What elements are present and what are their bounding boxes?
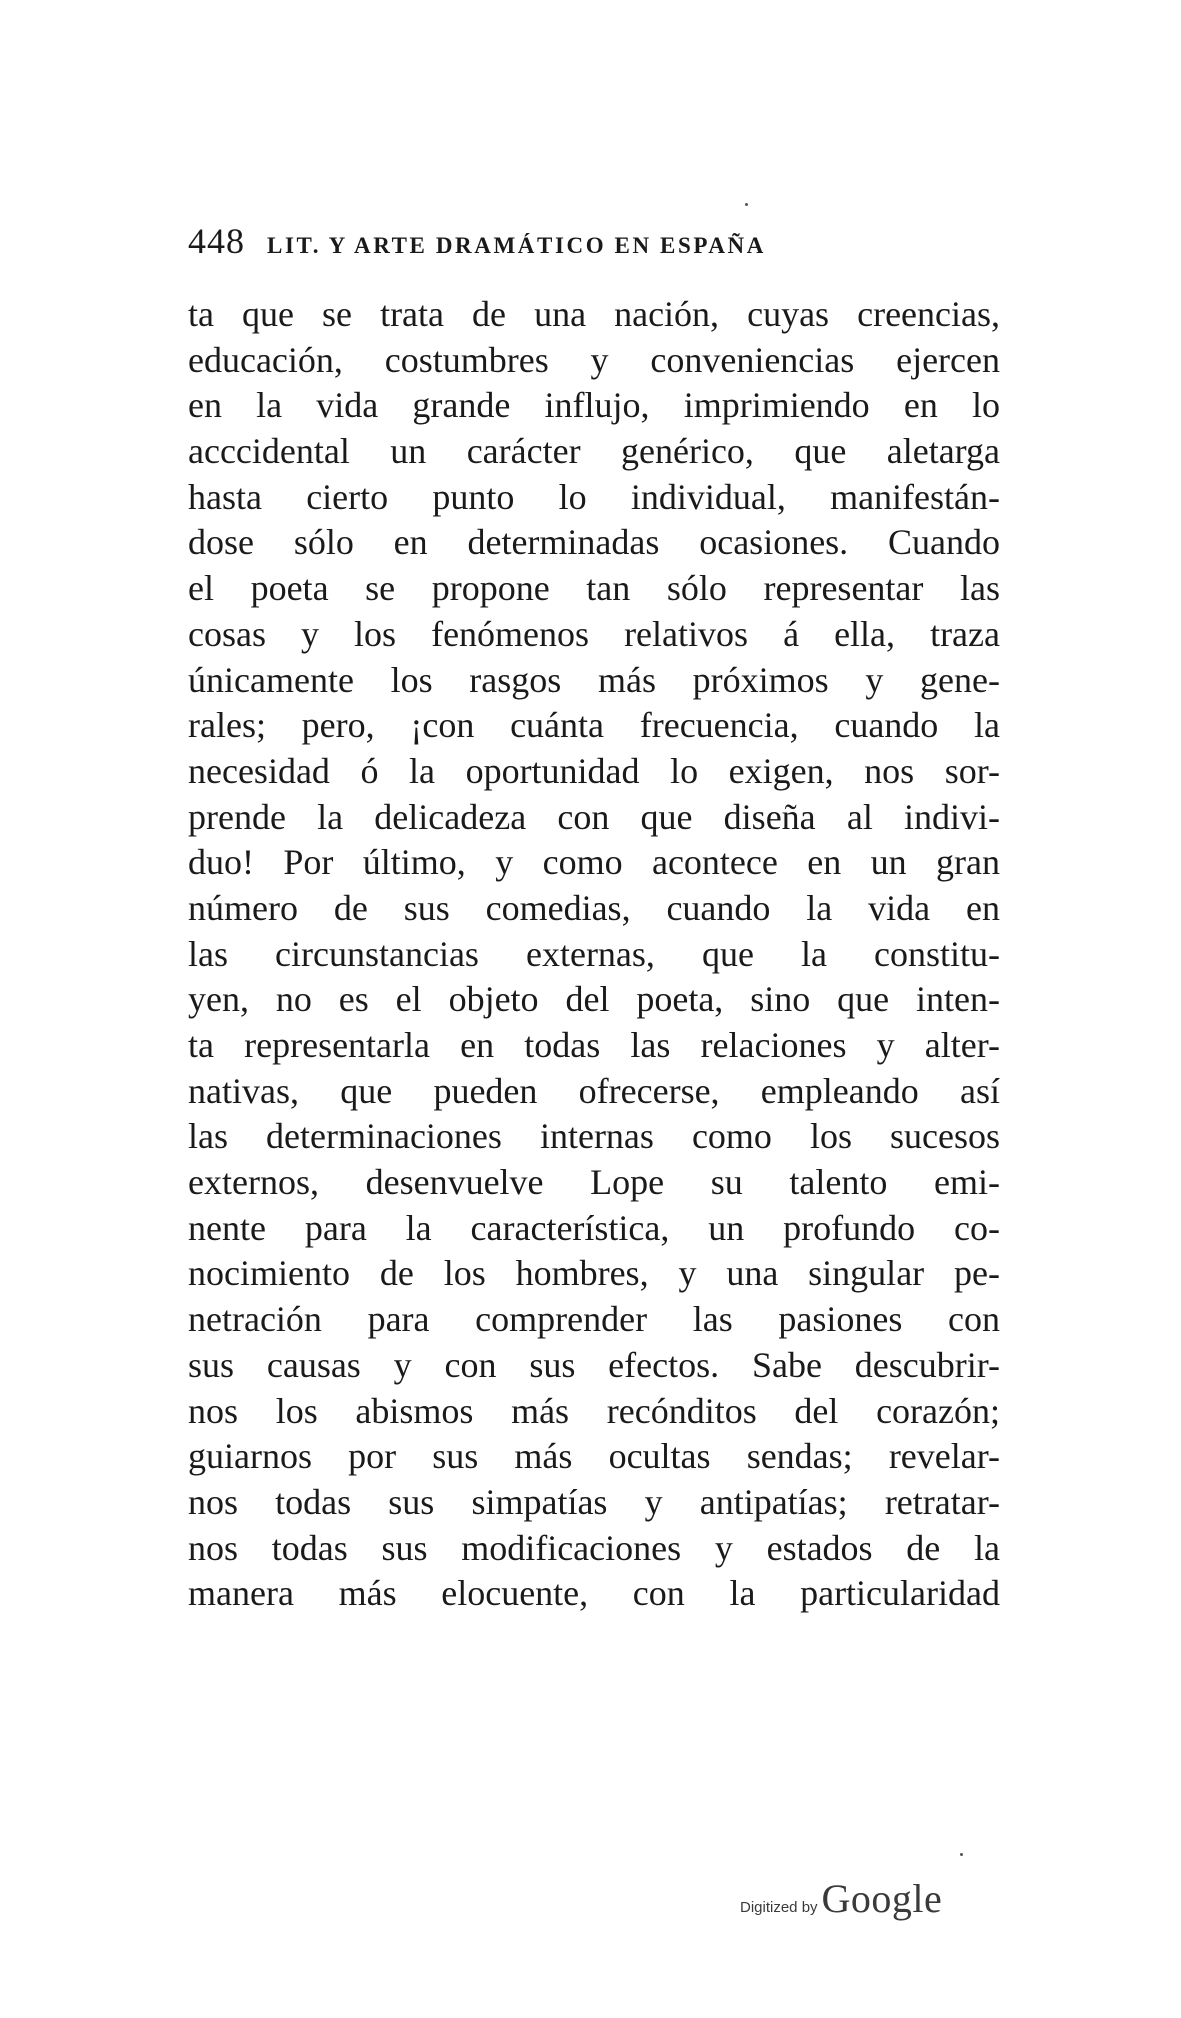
text-line: las circunstancias externas, que la constitu- bbox=[188, 933, 1000, 974]
text-line: nente para la característica, un profundo co- bbox=[188, 1207, 1000, 1248]
text-line: manera más elocuente, con la particularidad bbox=[188, 1573, 1000, 1614]
text-line: ta que se trata de una nación, cuyas creencias, bbox=[188, 294, 1000, 334]
text-line: externos, desenvuelve Lope su talento emi- bbox=[188, 1162, 1000, 1203]
text-line: prende la delicadeza con que diseña al indivi- bbox=[188, 796, 1000, 837]
text-line: duo! Por último, y como acontece en un gran bbox=[188, 842, 1000, 883]
text-line: educación, costumbres y conveniencias ejercen bbox=[188, 339, 1000, 380]
text-line: en la vida grande influjo, imprimiendo en lo bbox=[188, 385, 1000, 426]
digitized-watermark bbox=[740, 1875, 980, 1925]
body-text bbox=[188, 292, 1000, 1617]
text-line: cosas y los fenómenos relativos á ella, traza bbox=[188, 613, 1000, 654]
google-logo: Google bbox=[821, 1876, 943, 1921]
text-line: hasta cierto punto lo individual, manifestán- bbox=[188, 476, 1000, 517]
text-line: dose sólo en determinadas ocasiones. Cuando bbox=[188, 522, 1000, 563]
text-line: ta representarla en todas las relaciones y alter- bbox=[188, 1025, 1000, 1065]
text-line: yen, no es el objeto del poeta, sino que inten- bbox=[188, 979, 1000, 1020]
text-line: las determinaciones internas como los sucesos bbox=[188, 1116, 1000, 1157]
page-header bbox=[188, 220, 1000, 270]
stray-mark bbox=[745, 203, 748, 206]
text-line: sus causas y con sus efectos. Sabe descubrir- bbox=[188, 1344, 1000, 1385]
text-line: únicamente los rasgos más próximos y gene- bbox=[188, 659, 1000, 700]
text-line: rales; pero, ¡con cuánta frecuencia, cuando la bbox=[188, 705, 1000, 746]
text-line: nocimiento de los hombres, y una singular pe- bbox=[188, 1253, 1000, 1294]
watermark-prefix: Digitized by bbox=[740, 1899, 818, 1916]
running-head: LIT. Y ARTE DRAMÁTICO EN ESPAÑA bbox=[267, 233, 766, 258]
text-line: nos los abismos más recónditos del corazón; bbox=[188, 1390, 1000, 1431]
text-line: número de sus comedias, cuando la vida en bbox=[188, 887, 1000, 928]
text-line: nos todas sus modificaciones y estados de la bbox=[188, 1527, 1000, 1568]
text-line: necesidad ó la oportunidad lo exigen, nos sor- bbox=[188, 750, 1000, 791]
text-line: guiarnos por sus más ocultas sendas; revelar- bbox=[188, 1436, 1000, 1477]
page-number: 448 bbox=[188, 221, 245, 261]
stray-mark bbox=[960, 1853, 963, 1856]
text-line: nativas, que pueden ofrecerse, empleando así bbox=[188, 1070, 1000, 1111]
text-line: acccidental un carácter genérico, que aletarga bbox=[188, 431, 1000, 472]
text-line: netración para comprender las pasiones con bbox=[188, 1299, 1000, 1340]
text-line: el poeta se propone tan sólo representar las bbox=[188, 568, 1000, 609]
text-line: nos todas sus simpatías y antipatías; retratar- bbox=[188, 1481, 1000, 1522]
